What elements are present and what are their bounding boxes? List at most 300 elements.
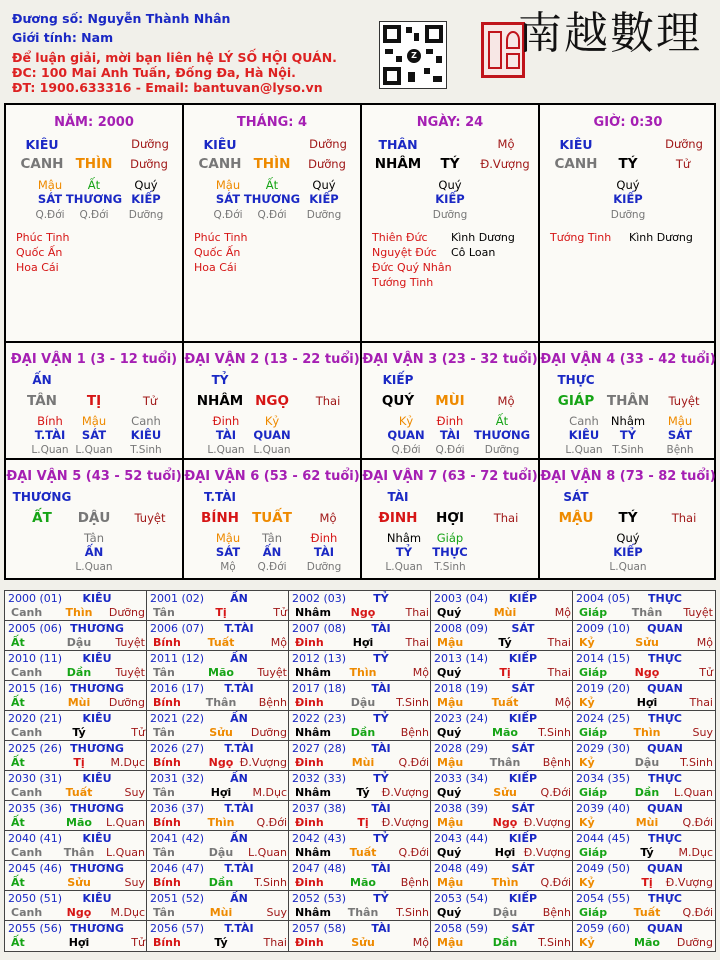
year-label: 2011 (12)	[150, 652, 205, 665]
year-label: 2049 (50)	[576, 862, 631, 875]
year-cell	[573, 921, 715, 951]
year-star: THƯƠNG	[70, 922, 124, 935]
year-cell	[147, 651, 289, 681]
year-branch: Ngọ	[350, 606, 376, 619]
year-star: THỰC	[648, 652, 682, 665]
year-cell	[147, 681, 289, 711]
year-cell	[431, 711, 573, 741]
hidden-star: TÀI	[215, 428, 237, 442]
pillar-cell	[540, 105, 716, 343]
year-label: 2045 (46)	[8, 862, 63, 875]
year-stem: Quý	[437, 606, 462, 619]
pillar-branch: THÌN	[253, 156, 291, 172]
year-stem: Kỷ	[579, 756, 595, 769]
hidden-star: KIÊU	[130, 428, 162, 442]
year-label: 2024 (25)	[576, 712, 631, 725]
contact-invite: Để luận giải, mời bạn liên hệ LÝ SỐ HỘI QUÁN.	[12, 50, 337, 65]
year-branch: Mùi	[209, 906, 233, 919]
pillar-stem-state: Mộ	[497, 137, 515, 151]
year-cell	[573, 771, 715, 801]
year-state: Đ.Vượng	[523, 816, 571, 829]
pillar-stem: CANH	[20, 156, 64, 172]
year-star: SÁT	[511, 742, 535, 755]
year-stem: Ất	[11, 636, 25, 649]
year-star: THƯƠNG	[70, 802, 124, 815]
hidden-note: L.Quan	[609, 561, 647, 573]
year-branch: Dậu	[492, 906, 518, 919]
hidden-note: T.Sinh	[612, 444, 644, 456]
year-state: Tuyệt	[683, 606, 713, 619]
year-stem: Ất	[11, 816, 25, 829]
year-cell	[573, 651, 715, 681]
year-cell	[289, 651, 431, 681]
hidden-stem: Mậu	[667, 414, 693, 428]
hidden-stem: Canh	[131, 414, 161, 428]
dai-van-cell	[362, 460, 540, 578]
year-branch: Tuất	[65, 786, 93, 799]
year-label: 2034 (35)	[576, 772, 631, 785]
year-branch: Dần	[66, 666, 92, 679]
year-label: 2007 (08)	[292, 622, 347, 635]
year-cell	[289, 711, 431, 741]
year-star: THỰC	[648, 712, 682, 725]
year-state: L.Quan	[248, 846, 287, 859]
year-stem: Kỷ	[579, 636, 595, 649]
year-star: SÁT	[511, 862, 535, 875]
year-stem: Nhâm	[295, 846, 331, 859]
hidden-stem: Quý	[616, 178, 640, 192]
year-label: 2019 (20)	[576, 682, 631, 695]
year-cell	[431, 651, 573, 681]
year-star: SÁT	[511, 622, 535, 635]
year-branch: Dần	[634, 786, 660, 799]
year-stem: Nhâm	[295, 906, 331, 919]
year-star: THỰC	[648, 772, 682, 785]
year-state: Đ.Vượng	[665, 876, 713, 889]
hidden-note: T.Sinh	[130, 444, 162, 456]
year-cell	[289, 831, 431, 861]
year-cell	[431, 741, 573, 771]
hidden-note: L.Quan	[565, 444, 603, 456]
year-state: Dưỡng	[250, 726, 287, 739]
dai-van-star: THỰC	[557, 373, 595, 387]
year-label: 2052 (53)	[292, 892, 347, 905]
year-cell	[5, 681, 147, 711]
year-branch: Tị	[641, 876, 653, 889]
pillar-stem: CANH	[198, 156, 242, 172]
year-state: Q.Đới	[540, 786, 571, 799]
dai-van-state: Tuyệt	[668, 394, 700, 408]
year-state: Bệnh	[542, 906, 571, 919]
year-label: 2025 (26)	[8, 742, 63, 755]
hidden-star: SÁT	[37, 192, 63, 206]
year-stem: Bính	[153, 756, 181, 769]
dai-van-state: Thai	[315, 394, 341, 408]
year-branch: Mão	[350, 876, 376, 889]
gender: Giới tính: Nam	[12, 30, 114, 45]
year-branch: Sửu	[635, 636, 659, 649]
year-stem: Canh	[11, 726, 43, 739]
year-state: Tử	[273, 606, 287, 619]
year-star: TÀI	[371, 622, 391, 635]
pillar-stem: CANH	[554, 156, 598, 172]
year-state: Mộ	[696, 636, 713, 649]
year-state: Thai	[547, 636, 571, 649]
year-branch: Tý	[214, 936, 228, 949]
year-cell	[5, 591, 147, 621]
dai-van-stem: ĐINH	[378, 510, 418, 526]
year-stem: Canh	[11, 906, 43, 919]
year-cell	[289, 801, 431, 831]
year-cell	[5, 651, 147, 681]
year-state: Dưỡng	[108, 696, 145, 709]
year-star: T.TÀI	[224, 802, 254, 815]
hidden-note: L.Quan	[207, 444, 245, 456]
year-cell	[5, 621, 147, 651]
year-label: 2005 (06)	[8, 622, 63, 635]
year-state: Q.Đới	[540, 876, 571, 889]
year-cell	[147, 741, 289, 771]
year-label: 2035 (36)	[8, 802, 63, 815]
yearly-luck-table	[4, 590, 716, 952]
year-state: Tử	[699, 666, 713, 679]
year-star: ẤN	[230, 892, 248, 905]
year-branch: Thìn	[207, 816, 235, 829]
hidden-note: Q.Đới	[257, 561, 287, 573]
year-stem: Nhâm	[295, 726, 331, 739]
spirit-star: Quốc Ấn	[16, 246, 63, 259]
year-star: THƯƠNG	[70, 862, 124, 875]
year-state: Q.Đới	[682, 906, 713, 919]
year-label: 2037 (38)	[292, 802, 347, 815]
year-state: Suy	[124, 876, 145, 889]
dai-van-state: Thai	[671, 511, 697, 525]
hidden-star: ẤN	[84, 545, 104, 559]
year-star: KIÊU	[82, 832, 112, 845]
year-star: TỶ	[373, 592, 389, 605]
dai-van-state: Mộ	[319, 511, 337, 525]
hidden-stem: Ất	[87, 178, 101, 192]
pillar-title: NĂM: 2000	[54, 115, 134, 130]
year-branch: Tị	[215, 606, 227, 619]
year-branch: Dậu	[350, 696, 376, 709]
year-cell	[573, 591, 715, 621]
year-label: 2010 (11)	[8, 652, 63, 665]
year-cell	[5, 741, 147, 771]
dai-van-branch: TỊ	[86, 393, 102, 409]
hidden-star: SÁT	[667, 428, 693, 442]
hidden-note: L.Quan	[75, 561, 113, 573]
qr-code-icon[interactable]	[379, 21, 447, 89]
hidden-note: Dưỡng	[306, 209, 342, 221]
dai-van-star: SÁT	[563, 490, 589, 504]
year-state: T.Sinh	[680, 756, 713, 769]
year-stem: Bính	[153, 876, 181, 889]
year-stem: Canh	[11, 606, 43, 619]
year-state: Suy	[124, 786, 145, 799]
year-label: 2055 (56)	[8, 922, 63, 935]
year-label: 2018 (19)	[434, 682, 489, 695]
dai-van-title: ĐẠI VẬN 5 (43 - 52 tuổi)	[6, 469, 182, 484]
year-stem: Đinh	[295, 816, 324, 829]
year-branch: Tý	[356, 786, 370, 799]
contact-phone-email[interactable]: ĐT: 1900.633316 - Email: bantuvan@lyso.vn	[12, 80, 323, 95]
year-label: 2053 (54)	[434, 892, 489, 905]
year-cell	[5, 891, 147, 921]
pillar-branch: TÝ	[440, 156, 460, 172]
pillar-branch-state: Tử	[675, 157, 691, 171]
year-state: Đ.Vượng	[381, 786, 429, 799]
hidden-star: ẤN	[262, 545, 282, 559]
year-branch: Hợi	[352, 636, 374, 649]
year-cell	[5, 711, 147, 741]
year-branch: Tuất	[207, 636, 235, 649]
dai-van-cell	[184, 460, 362, 578]
year-cell	[147, 711, 289, 741]
pillar-title: NGÀY: 24	[416, 115, 484, 130]
year-star: KIÊU	[82, 772, 112, 785]
hidden-star: SÁT	[215, 545, 241, 559]
year-stem: Quý	[437, 726, 462, 739]
year-cell	[431, 831, 573, 861]
hidden-note: L.Quan	[253, 444, 291, 456]
hidden-stem: Đinh	[212, 414, 240, 428]
hidden-note: Q.Đới	[391, 444, 421, 456]
year-branch: Ngọ	[208, 756, 234, 769]
year-state: Dưỡng	[108, 606, 145, 619]
dai-van-branch: HỢI	[435, 510, 465, 526]
year-label: 2048 (49)	[434, 862, 489, 875]
year-branch: Thân	[489, 756, 521, 769]
year-stem: Nhâm	[295, 786, 331, 799]
hidden-star: T.TÀI	[34, 428, 66, 442]
year-stem: Tân	[153, 606, 175, 619]
year-branch: Tuất	[349, 846, 377, 859]
dai-van-star: T.TÀI	[204, 490, 236, 504]
year-cell	[573, 711, 715, 741]
year-cell	[147, 801, 289, 831]
year-cell	[289, 861, 431, 891]
year-cell	[147, 831, 289, 861]
year-state: Mộ	[412, 666, 429, 679]
hidden-star: KIẾP	[131, 192, 161, 206]
year-branch: Thân	[205, 696, 237, 709]
year-branch: Sửu	[493, 786, 517, 799]
year-state: Đ.Vượng	[381, 816, 429, 829]
year-state: M.Dục	[252, 786, 287, 799]
year-star: THỰC	[648, 832, 682, 845]
year-state: Bệnh	[258, 696, 287, 709]
dai-van-star: KIẾP	[382, 373, 414, 387]
year-stem: Bính	[153, 936, 181, 949]
year-stem: Giáp	[579, 786, 608, 799]
year-cell	[289, 621, 431, 651]
dai-van-cell	[540, 343, 716, 460]
spirit-star: Quốc Ấn	[194, 246, 241, 259]
year-label: 2008 (09)	[434, 622, 489, 635]
year-cell	[147, 891, 289, 921]
year-star: ẤN	[230, 652, 248, 665]
year-stem: Tân	[153, 726, 175, 739]
year-cell	[573, 891, 715, 921]
year-state: Q.Đới	[398, 846, 429, 859]
year-state: Q.Đới	[398, 756, 429, 769]
spirit-star: Phúc Tinh	[194, 231, 248, 244]
year-cell	[573, 831, 715, 861]
year-state: T.Sinh	[254, 876, 287, 889]
year-stem: Nhâm	[295, 666, 331, 679]
year-stem: Quý	[437, 786, 462, 799]
year-state: Đ.Vượng	[523, 846, 571, 859]
spirit-star: Tướng Tinh	[550, 231, 612, 244]
year-label: 2022 (23)	[292, 712, 347, 725]
dai-van-branch: TUẤT	[252, 510, 292, 526]
year-star: THƯƠNG	[70, 622, 124, 635]
year-star: TÀI	[371, 682, 391, 695]
hidden-stem: Mậu	[37, 178, 63, 192]
contact-address: ĐC: 100 Mai Anh Tuấn, Đống Đa, Hà Nội.	[12, 65, 296, 80]
year-star: T.TÀI	[224, 922, 254, 935]
year-star: QUAN	[647, 802, 683, 815]
hidden-stem: Quý	[134, 178, 158, 192]
year-stem: Kỷ	[579, 876, 595, 889]
year-cell	[431, 681, 573, 711]
year-branch: Sửu	[67, 876, 91, 889]
year-stem: Mậu	[437, 756, 464, 769]
year-branch: Dần	[350, 726, 376, 739]
dai-van-star: ẤN	[32, 373, 52, 387]
year-branch: Thân	[631, 606, 663, 619]
year-state: M.Dục	[110, 906, 145, 919]
year-stem: Mậu	[437, 636, 464, 649]
spirit-star: Hoa Cái	[194, 261, 237, 274]
year-state: Q.Đới	[682, 816, 713, 829]
year-state: Thai	[263, 936, 287, 949]
year-stem: Giáp	[579, 906, 608, 919]
hidden-star: SÁT	[215, 192, 241, 206]
year-cell	[5, 831, 147, 861]
hidden-stem: Quý	[312, 178, 336, 192]
year-star: TÀI	[371, 922, 391, 935]
hidden-stem: Ất	[495, 414, 509, 428]
year-state: Mộ	[412, 936, 429, 949]
year-state: Bệnh	[400, 876, 429, 889]
year-branch: Thìn	[349, 666, 377, 679]
year-label: 2029 (30)	[576, 742, 631, 755]
year-branch: Tuất	[491, 696, 519, 709]
year-stem: Giáp	[579, 726, 608, 739]
year-star: TỶ	[373, 772, 389, 785]
year-label: 2017 (18)	[292, 682, 347, 695]
year-label: 2038 (39)	[434, 802, 489, 815]
hidden-star: QUAN	[387, 428, 425, 442]
year-cell	[5, 771, 147, 801]
dai-van-title: ĐẠI VẬN 4 (33 - 42 tuổi)	[540, 352, 716, 367]
hidden-note: L.Quan	[385, 561, 423, 573]
dai-van-stem: GIÁP	[557, 393, 595, 409]
dai-van-cell	[540, 460, 716, 578]
year-stem: Kỷ	[579, 816, 595, 829]
dai-van-title: ĐẠI VẬN 6 (53 - 62 tuổi)	[184, 469, 360, 484]
year-branch: Hợi	[494, 846, 516, 859]
year-branch: Dần	[492, 936, 518, 949]
year-state: T.Sinh	[538, 936, 571, 949]
year-cell	[289, 771, 431, 801]
year-branch: Thìn	[633, 726, 661, 739]
year-branch: Thân	[63, 846, 95, 859]
year-state: Tuyệt	[115, 636, 145, 649]
spirit-star: Nguyệt Đức	[372, 246, 437, 259]
year-stem: Giáp	[579, 666, 608, 679]
year-cell	[289, 921, 431, 951]
year-stem: Tân	[153, 906, 175, 919]
year-label: 2000 (01)	[8, 592, 63, 605]
year-state: Tuyệt	[257, 666, 287, 679]
year-cell	[147, 921, 289, 951]
year-star: TÀI	[371, 742, 391, 755]
year-stem: Bính	[153, 816, 181, 829]
year-star: QUAN	[647, 922, 683, 935]
hidden-stem: Mậu	[81, 414, 107, 428]
dai-van-star: TÀI	[387, 490, 409, 504]
year-stem: Mậu	[437, 936, 464, 949]
year-stem: Giáp	[579, 606, 608, 619]
year-star: TỶ	[373, 652, 389, 665]
year-branch: Tị	[499, 666, 511, 679]
pillar-cell	[6, 105, 184, 343]
year-star: SÁT	[511, 802, 535, 815]
year-label: 2059 (60)	[576, 922, 631, 935]
year-star: KIẾP	[508, 892, 538, 905]
pillar-stem-state: Dưỡng	[309, 137, 347, 151]
year-stem: Ất	[11, 936, 25, 949]
year-state: Suy	[692, 726, 713, 739]
year-label: 2013 (14)	[434, 652, 489, 665]
year-label: 2016 (17)	[150, 682, 205, 695]
year-label: 2027 (28)	[292, 742, 347, 755]
year-state: Mộ	[270, 636, 287, 649]
year-state: Thai	[547, 666, 571, 679]
hidden-star: KIẾP	[613, 545, 643, 559]
year-stem: Giáp	[579, 846, 608, 859]
year-stem: Ất	[11, 876, 25, 889]
year-label: 2009 (10)	[576, 622, 631, 635]
year-label: 2012 (13)	[292, 652, 347, 665]
dai-van-branch: MÙI	[435, 393, 465, 409]
year-stem: Mậu	[437, 816, 464, 829]
year-stem: Nhâm	[295, 606, 331, 619]
pillar-stem-star: KIÊU	[25, 137, 59, 152]
year-branch: Mão	[66, 816, 92, 829]
year-cell	[5, 801, 147, 831]
year-cell	[431, 801, 573, 831]
year-branch: Tý	[72, 726, 86, 739]
year-branch: Tý	[640, 846, 654, 859]
year-stem: Đinh	[295, 936, 324, 949]
year-star: TÀI	[371, 862, 391, 875]
hidden-star: THỰC	[432, 545, 468, 559]
dai-van-title: ĐẠI VẬN 3 (23 - 32 tuổi)	[362, 352, 538, 367]
hidden-stem: Kỷ	[264, 414, 280, 428]
year-stem: Ất	[11, 756, 25, 769]
hidden-note: Q.Đới	[435, 444, 465, 456]
year-branch: Mão	[208, 666, 234, 679]
hidden-stem: Giáp	[436, 531, 464, 545]
year-label: 2002 (03)	[292, 592, 347, 605]
hidden-stem: Quý	[616, 531, 640, 545]
year-label: 2001 (02)	[150, 592, 205, 605]
dai-van-stem: NHÂM	[196, 393, 244, 409]
